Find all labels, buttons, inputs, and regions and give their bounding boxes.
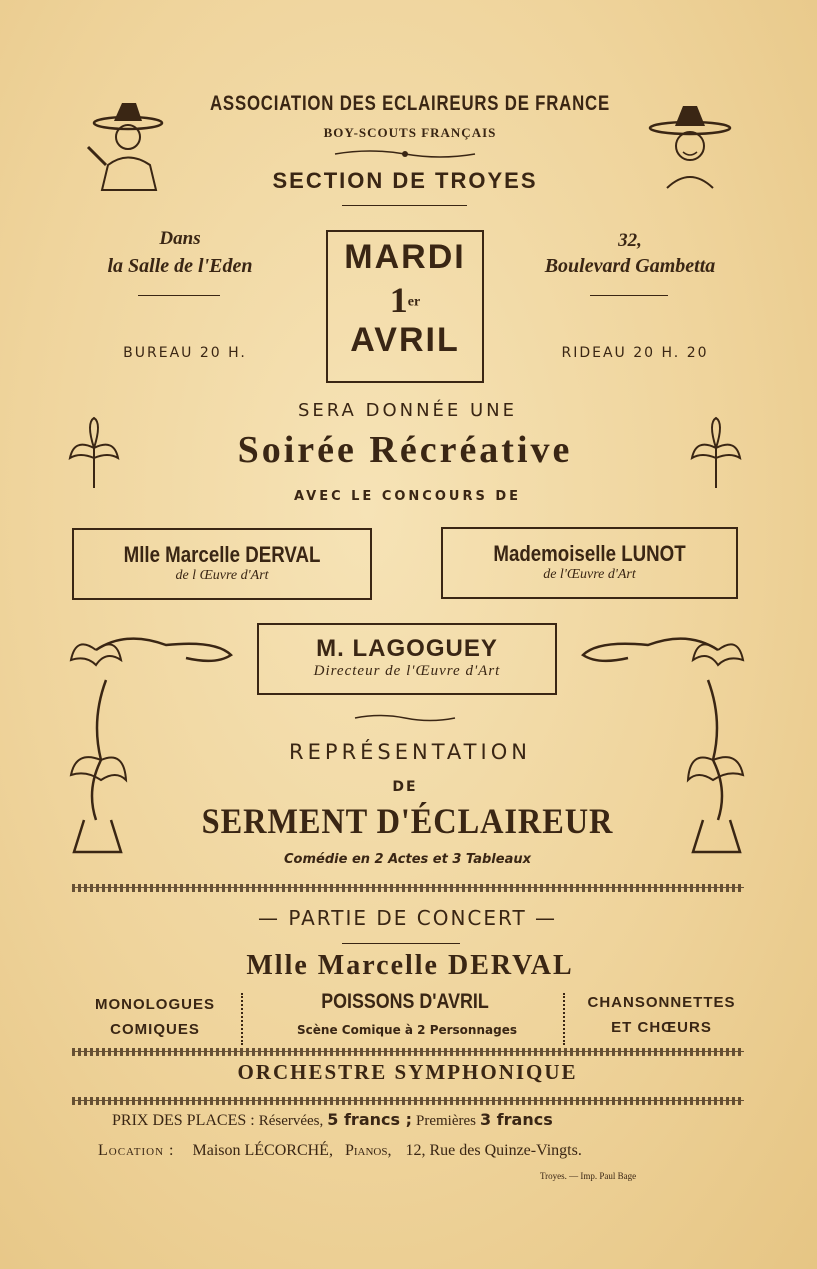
location-address: 12, Rue des Quinze-Vingts. bbox=[405, 1142, 582, 1159]
wavy-divider bbox=[72, 1048, 744, 1056]
concert-singer: Mlle Marcelle DERVAL bbox=[246, 950, 574, 981]
de: DE bbox=[392, 779, 418, 795]
printer-credit: Troyes. — Imp. Paul Bage bbox=[540, 1171, 637, 1181]
divider bbox=[138, 295, 220, 296]
divider bbox=[342, 943, 460, 944]
location-line bbox=[98, 1142, 728, 1160]
lily-ornament-right bbox=[688, 418, 744, 488]
monologues: MONOLOGUES bbox=[94, 996, 215, 1013]
wavy-divider bbox=[72, 1097, 744, 1105]
scout-right-illustration bbox=[645, 98, 735, 193]
date-number: 1 bbox=[389, 280, 408, 320]
concert-heading: — PARTIE DE CONCERT — bbox=[257, 906, 558, 930]
wavy-divider bbox=[72, 884, 744, 892]
venue-right-2: Boulevard Gambetta bbox=[544, 255, 716, 277]
date-day: MARDI bbox=[344, 238, 466, 276]
performer-role: de l Œuvre d'Art bbox=[175, 568, 269, 583]
bureau-time: BUREAU 20 H. bbox=[123, 345, 247, 361]
performer-role: de l'Œuvre d'Art bbox=[543, 567, 636, 582]
location-label: Location : bbox=[98, 1142, 175, 1159]
divider bbox=[590, 295, 668, 296]
first-label: Premières bbox=[415, 1113, 476, 1129]
representation: REPRÉSENTATION bbox=[289, 740, 531, 764]
director-box bbox=[257, 623, 557, 695]
location-maison: Maison LÉCORCHÉ, bbox=[192, 1142, 333, 1159]
rideau-time: RIDEAU 20 H. 20 bbox=[561, 345, 709, 361]
performer-name: Mlle Marcelle DERVAL bbox=[123, 542, 321, 567]
ornament-divider bbox=[355, 713, 455, 723]
performer-box-lunot bbox=[441, 527, 738, 599]
chansonnettes: CHANSONNETTES bbox=[587, 994, 736, 1011]
play-title: SERMENT D'ÉCLAIREUR bbox=[201, 801, 614, 841]
director-role: Directeur de l'Œuvre d'Art bbox=[313, 663, 501, 679]
scout-left-illustration bbox=[78, 95, 168, 195]
sera-donnee: SERA DONNÉE UNE bbox=[297, 400, 518, 421]
divider bbox=[563, 993, 569, 1045]
avec-concours: AVEC LE CONCOURS DE bbox=[293, 489, 522, 504]
performer-name: Mademoiselle LUNOT bbox=[493, 541, 686, 566]
play-subtitle: Comédie en 2 Actes et 3 Tableaux bbox=[284, 852, 531, 867]
comiques: COMIQUES bbox=[110, 1021, 200, 1038]
location-pianos: Pianos, bbox=[344, 1142, 392, 1159]
reserved-label: Réservées, bbox=[258, 1113, 324, 1129]
soiree-title: Soirée Récréative bbox=[237, 429, 573, 471]
director-name: M. LAGOGUEY bbox=[316, 635, 498, 662]
prices-label: PRIX DES PLACES : bbox=[112, 1112, 255, 1129]
poissons-subtitle: Scène Comique à 2 Personnages bbox=[297, 1023, 517, 1037]
boy-scouts-subtitle: BOY-SCOUTS FRANÇAIS bbox=[323, 125, 497, 140]
venue-left-1: Dans bbox=[159, 228, 201, 249]
venue-left-2: la Salle de l'Eden bbox=[107, 255, 253, 277]
date-box bbox=[326, 230, 484, 383]
lily-ornament-left bbox=[66, 418, 122, 488]
section-title: SECTION DE TROYES bbox=[272, 168, 538, 193]
reserved-price: 5 francs ; bbox=[327, 1110, 412, 1129]
divider bbox=[241, 993, 247, 1045]
date-suffix: er bbox=[407, 294, 421, 310]
first-price: 3 francs bbox=[479, 1110, 553, 1129]
ornament-divider bbox=[335, 148, 475, 160]
orchestra: ORCHESTRE SYMPHONIQUE bbox=[237, 1060, 578, 1084]
et-choeurs: ET CHŒURS bbox=[611, 1019, 712, 1036]
date-month: AVRIL bbox=[350, 321, 460, 359]
poissons-title: POISSONS D'AVRIL bbox=[321, 990, 489, 1013]
prices-line bbox=[112, 1110, 722, 1130]
performer-box-derval bbox=[72, 528, 372, 600]
association-title: ASSOCIATION DES ECLAIREURS DE FRANCE bbox=[210, 92, 610, 115]
venue-right-1: 32, bbox=[618, 230, 642, 251]
divider bbox=[342, 205, 467, 206]
